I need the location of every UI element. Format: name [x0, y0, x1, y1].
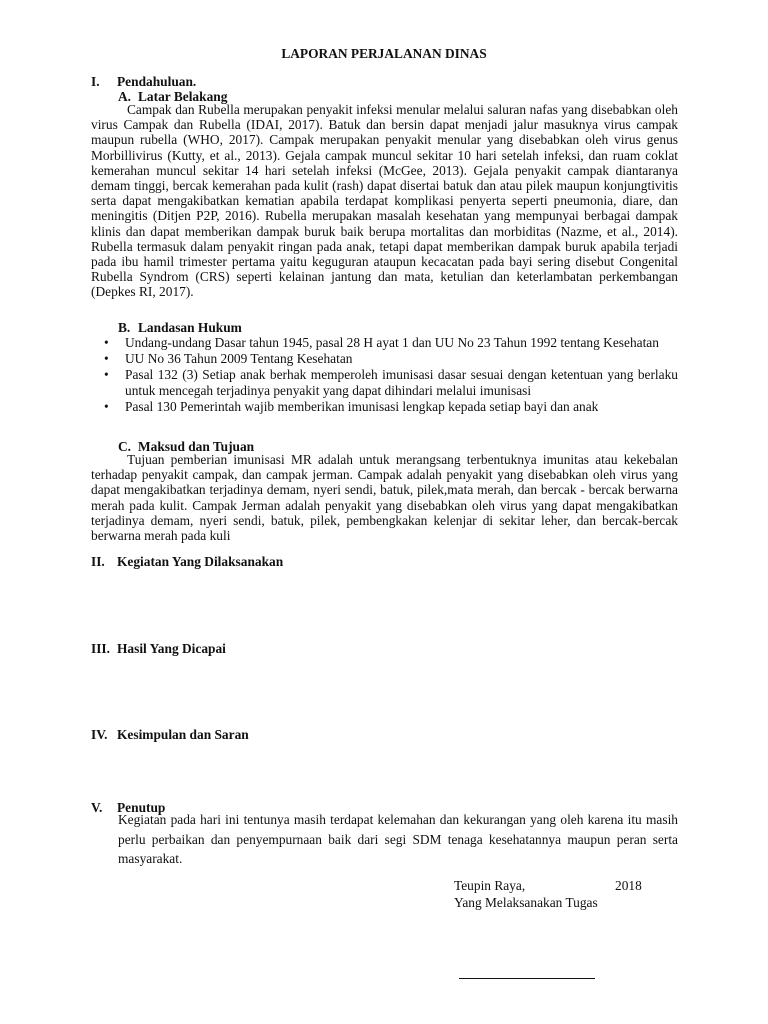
- section-4-heading: [91, 727, 249, 742]
- latar-belakang-paragraph: [91, 102, 678, 300]
- penutup-paragraph: Kegiatan pada hari ini tentunya masih terdapat kelemahan dan kekurangan yang oleh karena itu masih perlu perbaikan dan penyempurnaan baik dari segi SDM tenaga kesehatannya maupun peran serta masyarakat.: [118, 812, 678, 866]
- section-3-heading: [91, 641, 226, 656]
- signature-line: [459, 978, 595, 979]
- section-3-number: III.: [91, 641, 110, 656]
- document-title: LAPORAN PERJALANAN DINAS: [281, 46, 487, 61]
- section-4-title: Kesimpulan dan Saran: [117, 727, 249, 742]
- section-4-number: IV.: [91, 727, 108, 742]
- list-item: • Pasal 132 (3) Setiap anak berhak memperoleh imunisasi dasar sesuai dengan ketentuan yang berlaku untuk mencegah terjadinya penyakit yang dapat dihindari melalui imunisasi: [104, 367, 678, 397]
- list-item: • UU No 36 Tahun 2009 Tentang Kesehatan: [104, 351, 678, 366]
- maksud-tujuan-text: Tujuan pemberian imunisasi MR adalah untuk merangsang terbentuknya imunitas atau kekebalan terhadap penyakit campak, dan campak jerman. Campak adalah penyakit yang disebabkan oleh virus yang dapat mengakibatkan terjadinya demam, nyeri sendi, batuk, pilek,mata merah, dan bercak - bercak berwarna merah pada kulit. Campak Jerman adalah penyakit yang disebabkan oleh virus yang dapat mengakibatkan terjadinya demam, nyeri sendi, batuk, pilek, pembengkakan kelenjar di sekitar leher, dan bercak-bercak berwarna merah pada kuli: [91, 452, 678, 544]
- subsection-b-letter: B.: [118, 320, 131, 335]
- section-1-heading: [91, 74, 196, 89]
- signature-role: Yang Melaksanakan Tugas: [454, 895, 598, 910]
- subsection-a-title: Latar Belakang: [138, 89, 228, 104]
- signature-place: Teupin Raya,: [454, 878, 526, 893]
- section-5-number: V.: [91, 800, 103, 815]
- section-5-title: Penutup: [117, 800, 166, 815]
- signature-year: 2018: [615, 878, 642, 893]
- section-1-title: Pendahuluan.: [117, 74, 197, 89]
- subsection-c-title: Maksud dan Tujuan: [138, 439, 255, 454]
- section-2-title: Kegiatan Yang Dilaksanakan: [117, 554, 284, 569]
- signature-block: [454, 878, 684, 912]
- list-item: • Undang-undang Dasar tahun 1945, pasal 28 H ayat 1 dan UU No 23 Tahun 1992 tentang Kesehatan: [104, 335, 678, 350]
- section-1-number: I.: [91, 74, 100, 89]
- list-item: • Pasal 130 Pemerintah wajib memberikan imunisasi lengkap kepada setiap bayi dan anak: [104, 399, 678, 414]
- landasan-hukum-list: [104, 335, 678, 415]
- section-2-number: II.: [91, 554, 105, 569]
- signature-place-row: [454, 878, 684, 895]
- maksud-tujuan-paragraph: [91, 452, 678, 543]
- latar-belakang-text: Campak dan Rubella merupakan penyakit infeksi menular melalui saluran nafas yang disebabkan oleh virus Campak dan Rubella (IDAI, 2017). Batuk dan bersin dapat menjadi jalur masuknya virus campak maupun rubella (WHO, 2017). Campak merupakan penyakit menular yang disebabkan oleh virus genus Morbillivirus (Kutty, et al., 2013). Gejala campak muncul sekitar 10 hari setelah infeksi, dan ruam coklat kemerahan muncul sekitar 14 hari setelah infeksi (McGee, 2013). Gejala penyakit campak diantaranya demam tinggi, bercak kemerahan pada kulit (rash) dapat disertai batuk dan atau pilek maupun konjungtivitis serta dapat mengakibatkan kematian apabila terdapat komplikasi penyerta seperti pneumonia, diare, dan meningitis (Ditjen P2P, 2016). Rubella merupakan masalah kesehatan yang mempunyai berbagai dampak klinis dan dapat memberikan dampak buruk baik berupa mortalitas dan morbiditas (Nazme, et al., 2014). Rubella termasuk dalam penyakit ringan pada anak, tetapi dapat memberikan dampak buruk apabila terjadi pada ibu hamil trimester pertama yaitu keguguran ataupun kecacatan pada bayi sering disebut Congenital Rubella Syndrom (CRS) seperti kelainan jantung dan mata, ketulian dan keterlambatan perkembangan (Depkes RI, 2017).: [91, 102, 678, 300]
- section-3-title: Hasil Yang Dicapai: [117, 641, 226, 656]
- subsection-a-letter: A.: [118, 89, 132, 104]
- section-2-heading: [91, 554, 283, 569]
- subsection-b-heading: [118, 320, 242, 335]
- subsection-c-letter: C.: [118, 439, 132, 454]
- subsection-b-title: Landasan Hukum: [138, 320, 242, 335]
